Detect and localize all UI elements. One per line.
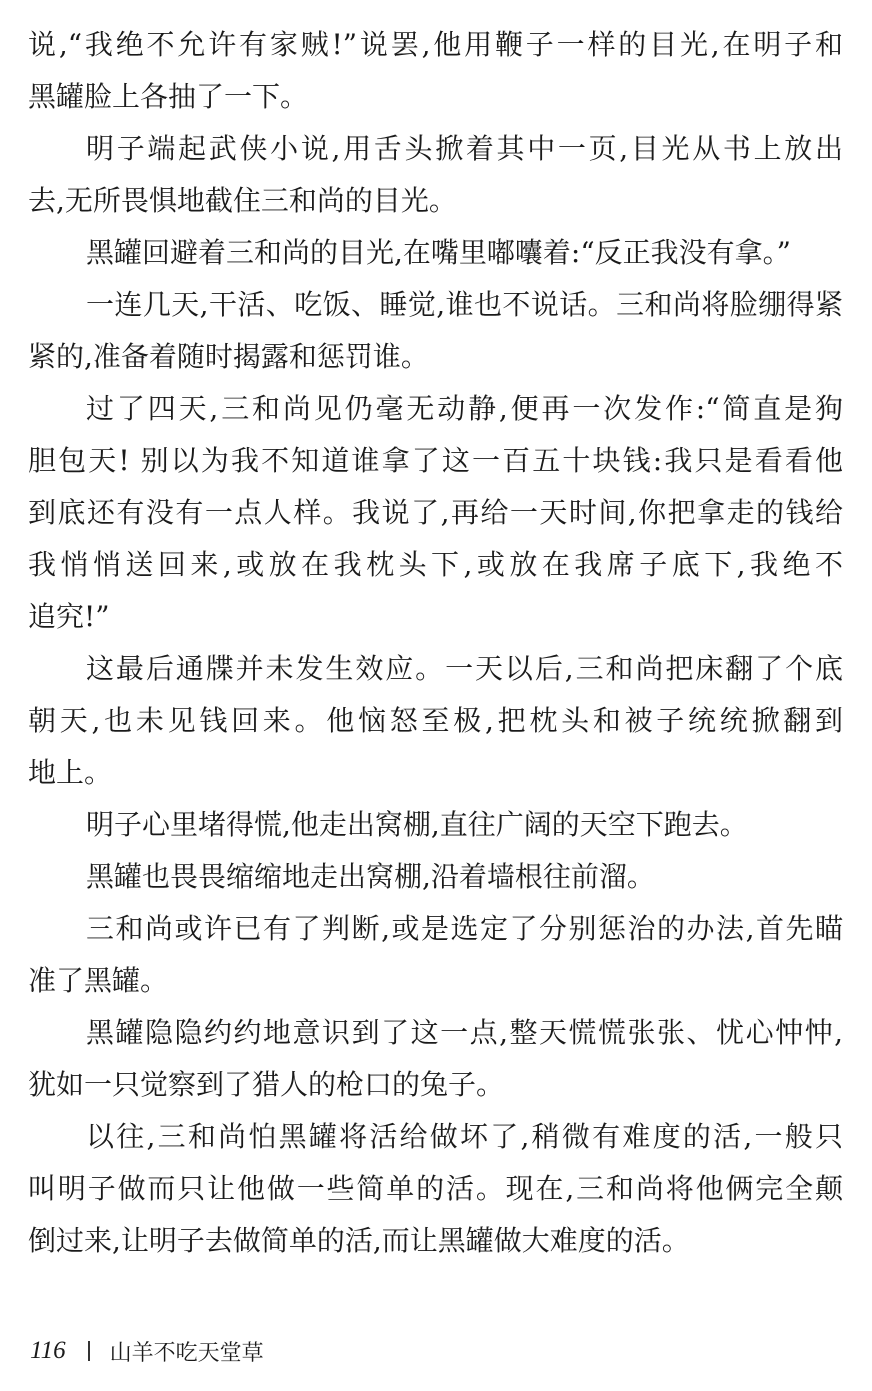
page-footer: [30, 1333, 264, 1369]
text-line: 一连几天,干活、吃饭、睡觉,谁也不说话。三和尚将脸绷得紧: [86, 288, 843, 321]
text-line: 这最后通牒并未发生效应。一天以后,三和尚把床翻了个底: [86, 652, 843, 685]
text-line: 三和尚或许已有了判断,或是选定了分别惩治的办法,首先瞄: [86, 912, 843, 945]
paragraph: [28, 643, 843, 799]
paragraph: [28, 279, 843, 383]
text-line: 朝天,也未见钱回来。他恼怒至极,把枕头和被子统统掀翻到: [28, 704, 843, 737]
text-line: 胆包天! 别以为我不知道谁拿了这一百五十块钱:我只是看看他: [28, 444, 843, 477]
paragraph: [28, 227, 843, 279]
text-line: 黑罐脸上各抽了一下。: [28, 80, 309, 113]
text-line: 到底还有没有一点人样。我说了,再给一天时间,你把拿走的钱给: [28, 496, 843, 529]
paragraph: [28, 19, 843, 123]
text-line: 过了四天,三和尚见仍毫无动静,便再一次发作:“简直是狗: [86, 392, 843, 425]
book-title: 山羊不吃天堂草: [109, 1340, 264, 1366]
text-line: 黑罐也畏畏缩缩地走出窝棚,沿着墙根往前溜。: [86, 860, 655, 893]
footer-divider: [88, 1341, 90, 1361]
text-line: 以往,三和尚怕黑罐将活给做坏了,稍微有难度的活,一般只: [86, 1120, 843, 1153]
text-line: 追究!”: [28, 600, 110, 633]
text-line: 地上。: [28, 756, 113, 789]
paragraph: [28, 903, 843, 1007]
text-line: 准了黑罐。: [28, 964, 169, 997]
paragraph: [28, 1007, 843, 1111]
paragraph: [28, 1111, 843, 1267]
paragraph: [28, 123, 843, 227]
text-line: 倒过来,让明子去做简单的活,而让黑罐做大难度的活。: [28, 1224, 690, 1257]
paragraph: [28, 799, 843, 851]
text-line: 紧的,准备着随时揭露和惩罚谁。: [28, 340, 429, 373]
body-text: [28, 19, 843, 1267]
text-line: 说,“我绝不允许有家贼!”说罢,他用鞭子一样的目光,在明子和: [28, 28, 843, 61]
text-line: 明子心里堵得慌,他走出窝棚,直往广阔的天空下跑去。: [86, 808, 748, 841]
text-line: 黑罐回避着三和尚的目光,在嘴里嘟囔着:“反正我没有拿。”: [86, 236, 791, 269]
text-line: 叫明子做而只让他做一些简单的活。现在,三和尚将他俩完全颠: [28, 1172, 843, 1205]
text-line: 明子端起武侠小说,用舌头掀着其中一页,目光从书上放出: [86, 132, 843, 165]
paragraph: [28, 383, 843, 643]
page-number: 116: [30, 1337, 66, 1364]
text-line: 黑罐隐隐约约地意识到了这一点,整天慌慌张张、忧心忡忡,: [86, 1016, 843, 1049]
text-line: 犹如一只觉察到了猎人的枪口的兔子。: [28, 1068, 505, 1101]
text-line: 去,无所畏惧地截住三和尚的目光。: [28, 184, 457, 217]
text-line: 我悄悄送回来,或放在我枕头下,或放在我席子底下,我绝不: [28, 548, 843, 581]
paragraph: [28, 851, 843, 903]
